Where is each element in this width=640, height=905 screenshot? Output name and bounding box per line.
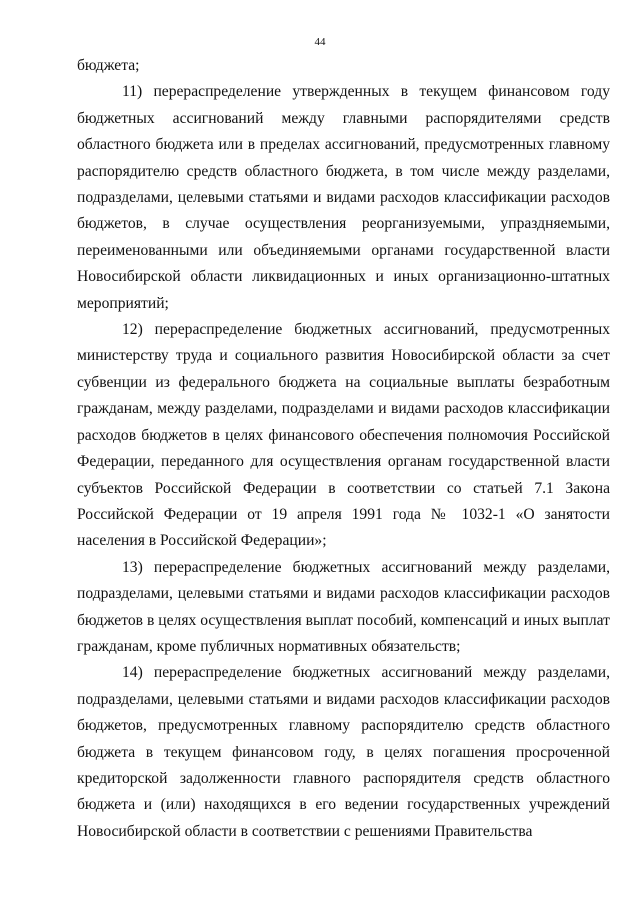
document-body bbox=[77, 53, 610, 845]
page-number: 44 bbox=[314, 36, 326, 48]
paragraph-continuation: бюджета; bbox=[77, 57, 140, 74]
paragraph-item-14: 14) перераспределение бюджетных ассигнований между разделами, подразделами, целевыми статьями и видами расходов классификации расходов бюджетов, предусмотренных главному распорядителю средств областного бюджета в текущем финансовом году, в целях погашения просроченной кредиторской задолженности главного распорядителя средств областного бюджета и (или) находящихся в его ведении государственных учреждений Новосибирской области в соответствии с решениями Правительства bbox=[77, 664, 610, 840]
paragraph-item-13: 13) перераспределение бюджетных ассигнований между разделами, подразделами, целевыми статьями и видами расходов классификации расходов бюджетов в целях осуществления выплат пособий, компенсаций и иных выплат гражданам, кроме публичных нормативных обязательств; bbox=[77, 558, 610, 655]
paragraph-item-11: 11) перераспределение утвержденных в текущем финансовом году бюджетных ассигнований между главными распорядителями средств областного бюджета или в пределах ассигнований, предусмотренных главному распорядителю средств областного бюджета, в том числе между разделами, подразделами, целевыми статьями и видами расходов классификации расходов бюджетов, в случае осуществления реорганизуемыми, упраздняемыми, переименованными или объединяемыми органами государственной власти Новосибирской области ликвидационных и иных организационно-штатных мероприятий; bbox=[77, 83, 610, 312]
paragraph-item-12: 12) перераспределение бюджетных ассигнований, предусмотренных министерству труда и социального развития Новосибирской области за счет субвенции из федерального бюджета на социальные выплаты безработным гражданам, между разделами, подразделами и видами расходов классификации расходов бюджетов в целях финансового обеспечения полномочия Российской Федерации, переданного для осуществления органам государственной власти субъектов Российской Федерации в соответствии со статьей 7.1 Закона Российской Федерации от 19 апреля 1991 года № 1032-1 «О занятости населения в Российской Федерации»; bbox=[77, 321, 610, 550]
